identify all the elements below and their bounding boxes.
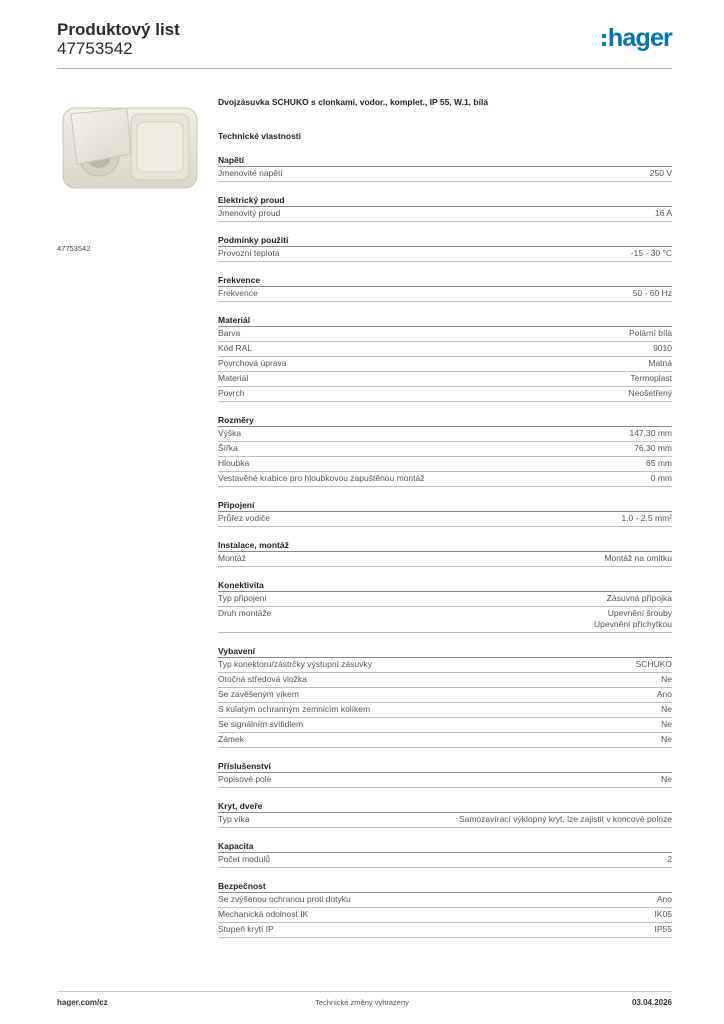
spec-label: Hloubka (218, 458, 250, 468)
spec-label: Typ konektoru/zástrčky výstupní zásuvky (218, 659, 373, 669)
spec-value (655, 208, 672, 219)
spec-groups (218, 154, 672, 938)
spec-value-line: -15 - 30 °C (630, 248, 672, 258)
spec-value-line: Ne (661, 734, 672, 744)
spec-group-title: Materiál (218, 314, 672, 327)
spec-group-title: Podmínky použití (218, 234, 672, 247)
spec-group (218, 645, 672, 748)
spec-row (218, 457, 672, 472)
spec-label: Povrch (218, 388, 245, 398)
spec-value (633, 288, 672, 299)
spec-value (661, 674, 672, 685)
spec-label: Se zavěšeným víkem (218, 689, 299, 699)
product-number: 47753542 (57, 39, 133, 58)
spec-group-title: Vybavení (218, 645, 672, 658)
spec-row (218, 853, 672, 868)
spec-label: Druh montáže (218, 608, 272, 618)
spec-row (218, 923, 672, 938)
spec-label: Zámek (218, 734, 244, 744)
spec-label: Otočná středová vložka (218, 674, 307, 684)
spec-label: Kód RAL (218, 343, 253, 353)
spec-group (218, 760, 672, 788)
spec-value (655, 924, 673, 935)
spec-label: Průřez vodiče (218, 513, 270, 523)
spec-label: Barva (218, 328, 241, 338)
spec-value (667, 854, 672, 865)
spec-row (218, 442, 672, 457)
page-title: Produktový list (57, 20, 180, 39)
spec-row (218, 773, 672, 788)
spec-value-line: 76,30 mm (634, 443, 672, 453)
spec-value (629, 388, 672, 399)
spec-value-line: Zásuvná přípojka (606, 593, 672, 603)
spec-value-line: Ne (661, 674, 672, 684)
spec-value (594, 608, 672, 630)
spec-group (218, 314, 672, 402)
spec-group-title: Rozměry (218, 414, 672, 427)
spec-group-title: Kapacita (218, 840, 672, 853)
spec-group (218, 800, 672, 828)
spec-row (218, 592, 672, 607)
spec-value (631, 248, 672, 259)
spec-value-line: 65 mm (646, 458, 672, 468)
spec-value-line: 147,30 mm (629, 428, 672, 438)
spec-label: Typ víka (218, 814, 250, 824)
spec-value-line: Samozavírací výklopný kryt, lze zajistit v koncové poloze (458, 814, 672, 824)
spec-value (634, 443, 672, 454)
spec-value-line: Termoplast (630, 373, 672, 383)
footer-divider (57, 991, 672, 992)
spec-value-line: 9010 (653, 343, 672, 353)
page-header (57, 20, 672, 68)
spec-value (661, 704, 672, 715)
logo-dots-icon (602, 34, 606, 46)
spec-value-line: 16 A (654, 208, 672, 218)
spec-row (218, 658, 672, 673)
spec-row (218, 512, 672, 527)
spec-value (646, 458, 672, 469)
spec-group-title: Frekvence (218, 274, 672, 287)
spec-row (218, 427, 672, 442)
spec-value-line: 50 - 60 Hz (632, 288, 672, 298)
spec-value (636, 659, 672, 670)
spec-value (653, 343, 672, 354)
spec-value-line: 0 mm (650, 473, 672, 483)
hager-logo[interactable] (602, 24, 672, 52)
spec-row (218, 357, 672, 372)
spec-group (218, 499, 672, 527)
spec-group-title: Napětí (218, 154, 672, 167)
spec-row (218, 718, 672, 733)
spec-group (218, 840, 672, 868)
spec-group (218, 234, 672, 262)
spec-group (218, 194, 672, 222)
spec-value-line: Polární bílá (629, 328, 672, 338)
spec-value (651, 473, 672, 484)
spec-row (218, 342, 672, 357)
spec-label: Montáž (218, 553, 246, 563)
spec-group (218, 579, 672, 633)
spec-group (218, 154, 672, 182)
spec-group-title: Příslušenství (218, 760, 672, 773)
spec-label: Vestavěné krabice pro hloubkovou zapuštěnou montáž (218, 473, 425, 483)
spec-value (661, 774, 672, 785)
spec-row (218, 607, 672, 633)
spec-row (218, 327, 672, 342)
spec-row (218, 893, 672, 908)
spec-value (607, 593, 672, 604)
spec-value-line: Ano (656, 894, 672, 904)
spec-row (218, 813, 672, 828)
spec-label: Popisové pole (218, 774, 272, 784)
spec-value-line: 2 (667, 854, 672, 864)
spec-value-line: Upevnění příchytkou (594, 619, 672, 629)
spec-row (218, 908, 672, 923)
spec-row (218, 673, 672, 688)
spec-value-line: Neošetřený (628, 388, 672, 398)
spec-value-line: Upevnění šrouby (607, 608, 672, 618)
spec-label: Materiál (218, 373, 249, 383)
spec-group (218, 539, 672, 567)
spec-label: Povrchová úprava (218, 358, 287, 368)
spec-value-line: 250 V (649, 168, 672, 178)
spec-row (218, 207, 672, 222)
footer-website-link[interactable]: hager.com/cz (57, 998, 108, 1007)
spec-row (218, 372, 672, 387)
spec-label: Provozní teplota (218, 248, 280, 258)
spec-row (218, 387, 672, 402)
spec-label: Typ připojení (218, 593, 267, 603)
product-image (57, 94, 203, 238)
spec-row (218, 247, 672, 262)
footer-disclaimer: Technické změny vyhrazeny (315, 998, 409, 1007)
product-name: Dvojzásuvka SCHUKO s clonkami, vodor., komplet., IP 55, W.1, bílá (218, 97, 489, 107)
spec-value-line: Matná (648, 358, 672, 368)
spec-row (218, 688, 672, 703)
spec-value-line: Montáž na omítku (604, 553, 672, 563)
spec-group-title: Konektivita (218, 579, 672, 592)
spec-value (621, 513, 672, 524)
spec-label: Frekvence (218, 288, 258, 298)
spec-value-line: Ne (661, 719, 672, 729)
spec-value (648, 358, 672, 369)
spec-label: Jmenovité napětí (218, 168, 283, 178)
spec-row (218, 167, 672, 182)
spec-label: Mechanická odolnost IK (218, 909, 309, 919)
spec-value (630, 373, 672, 384)
spec-group (218, 274, 672, 302)
spec-row (218, 287, 672, 302)
spec-group-title: Elektrický proud (218, 194, 672, 207)
spec-row (218, 552, 672, 567)
spec-label: S kulatým ochranným zemnicím kolíkem (218, 704, 371, 714)
spec-label: Počet modulů (218, 854, 270, 864)
header-divider (57, 68, 672, 69)
spec-row (218, 472, 672, 487)
spec-row (218, 733, 672, 748)
spec-group-title: Kryt, dveře (218, 800, 672, 813)
spec-value (604, 553, 672, 564)
spec-row (218, 703, 672, 718)
footer-date: 03.04.2026 (631, 998, 672, 1007)
spec-label: Se signálním svítidlem (218, 719, 304, 729)
spec-value-line: IK05 (654, 909, 672, 919)
spec-value (661, 719, 672, 730)
spec-value (629, 428, 672, 439)
spec-label: Se zvýšenou ochranou proti dotyku (218, 894, 351, 904)
spec-value (657, 689, 672, 700)
image-caption: 47753542 (57, 244, 91, 253)
spec-group-title: Bezpečnost (218, 880, 672, 893)
spec-value (655, 909, 673, 920)
spec-group (218, 880, 672, 938)
spec-group-title: Instalace, montáž (218, 539, 672, 552)
spec-group (218, 414, 672, 487)
spec-value (459, 814, 672, 825)
spec-group-title: Připojení (218, 499, 672, 512)
spec-value-line: SCHUKO (635, 659, 672, 669)
spec-value-line: Ne (661, 774, 672, 784)
spec-value (657, 894, 672, 905)
spec-label: Jmenovitý proud (218, 208, 281, 218)
spec-label: Výška (218, 428, 242, 438)
spec-value-line: IP55 (654, 924, 672, 934)
spec-label: Šířka (218, 443, 238, 453)
spec-value-line: 1,0 - 2,5 mm² (621, 513, 672, 523)
spec-value (650, 168, 672, 179)
spec-value (629, 328, 672, 339)
double-socket-image (57, 94, 203, 238)
spec-content (218, 96, 672, 938)
logo-text: hager (607, 24, 672, 52)
spec-value-line: Ne (661, 704, 672, 714)
spec-label: Stupeň krytí IP (218, 924, 274, 934)
section-heading: Technické vlastnosti (218, 131, 301, 141)
spec-value-line: Ano (656, 689, 672, 699)
spec-value (661, 734, 672, 745)
